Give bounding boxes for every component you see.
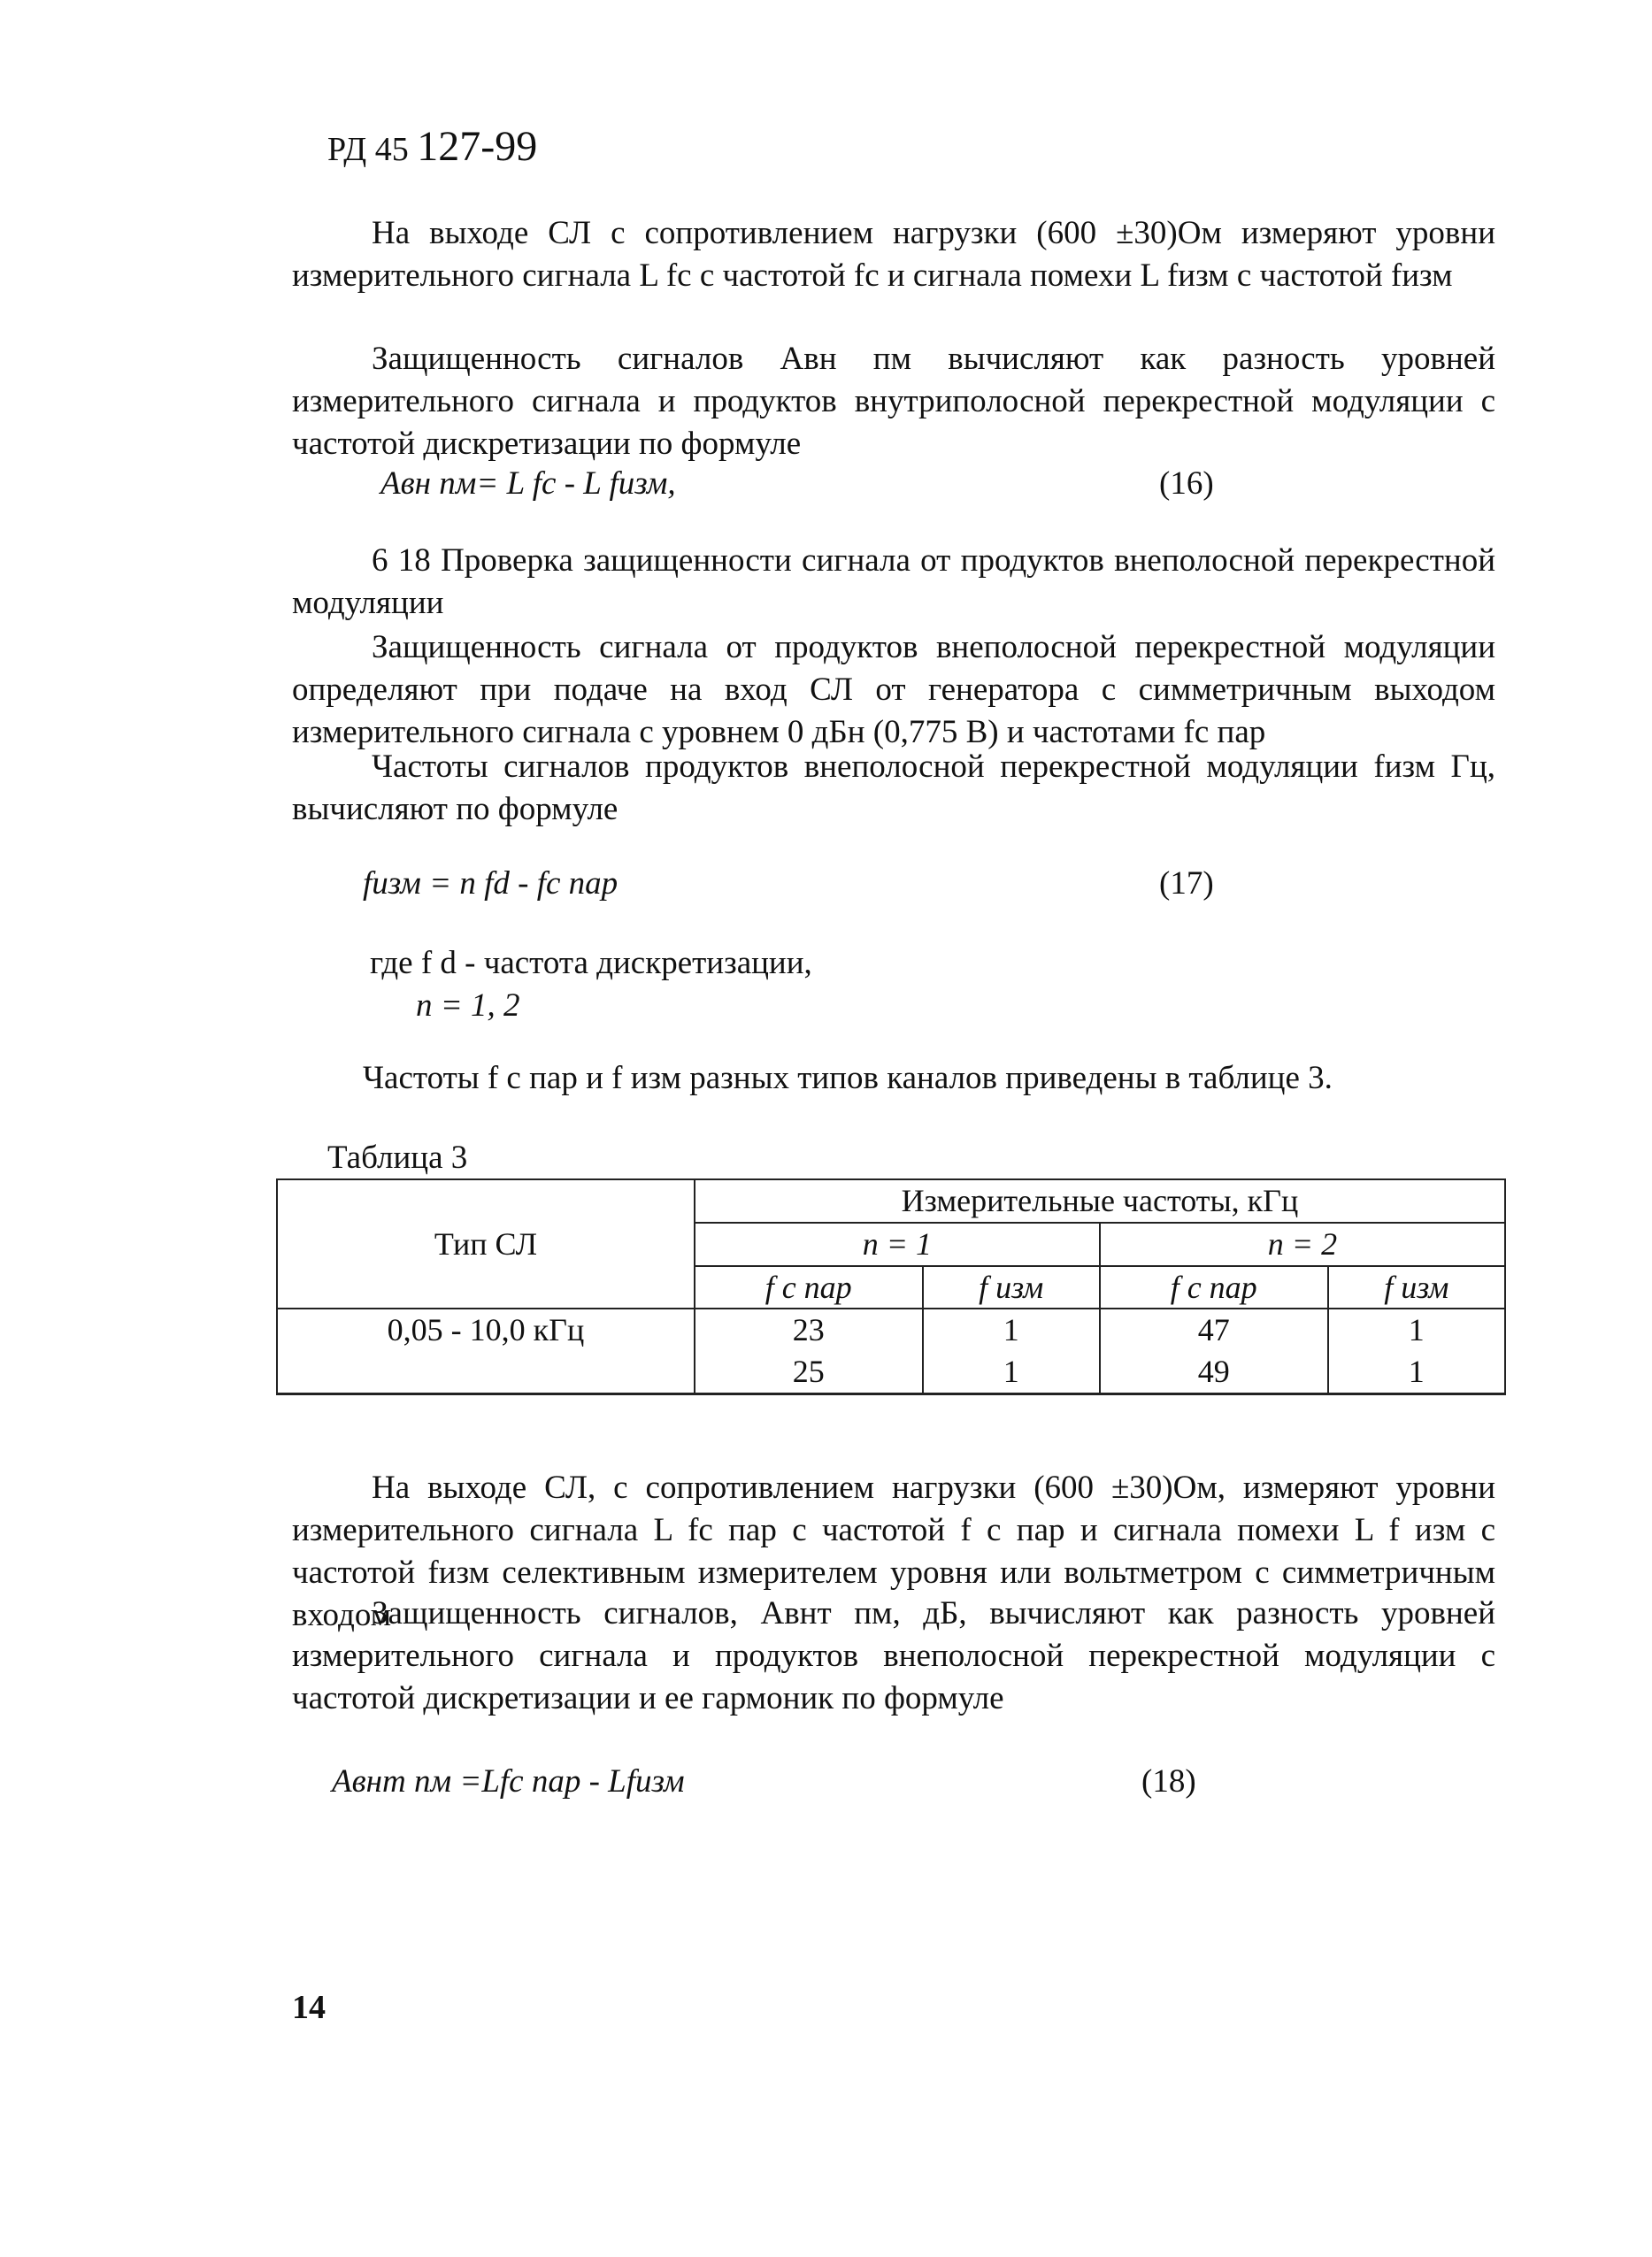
table-cell: 1: [1328, 1351, 1506, 1393]
table-3: [276, 1178, 1506, 1395]
document-code-header: [327, 119, 537, 174]
paragraph-inband-protection: Защищенность сигналов Авн пм вычисляют как разность уровней измерительного сигнала и продуктов внутриполосной перекрестной модуляции с частотой дискретизации по формуле: [292, 341, 1495, 463]
paragraph-outband-protection: Защищенность сигнала от продуктов внеполосной перекрестной модуляции определяют при подаче на вход СЛ от генератора с симметричным выходом измерительного сигнала с уровнем 0 дБн (0,775 В) и частотами fc пар: [292, 629, 1495, 751]
table-subheader-fizm-1: f изм: [923, 1266, 1100, 1309]
table-subheader-fizm-2: f изм: [1328, 1266, 1506, 1309]
paragraph-frequency-calc: Частоты сигналов продуктов внеполосной перекрестной модуляции fизм Гц, вычисляют по формуле: [292, 748, 1495, 828]
frequency-table-reference: Частоты f c пар и f изм разных типов каналов приведены в таблице 3.: [363, 1060, 1333, 1096]
page-number: 14: [292, 1989, 326, 2026]
table-cell: 47: [1100, 1309, 1328, 1351]
table-header-group: Измерительные частоты, кГц: [695, 1179, 1505, 1223]
where-definition-n: n = 1, 2: [416, 987, 520, 1024]
formula-17-number: (17): [1159, 865, 1214, 902]
document-code-prefix: РД 45: [327, 131, 409, 168]
formula-18-number: (18): [1141, 1763, 1196, 1800]
formula-18: Авнт пм =Lfc пар - Lfизм: [332, 1763, 685, 1800]
table-subheader-fc-par-2: f с пар: [1100, 1266, 1328, 1309]
table-caption: Таблица 3: [327, 1140, 468, 1176]
paragraph-output-measurement: На выходе СЛ с сопротивлением нагрузки (600 ±30)Ом измеряют уровни измерительного сигнала L fc с частотой fc и сигнала помехи L fизм с частотой fизм: [292, 215, 1495, 295]
table-cell: 25: [695, 1351, 923, 1393]
table-cell-type-empty: [277, 1351, 695, 1393]
table-subheader-fc-par-1: f с пар: [695, 1266, 923, 1309]
paragraph-outband-protection-calc: Защищенность сигналов, Авнт пм, дБ, вычисляют как разность уровней измерительного сигнала и продуктов внеполосной перекрестной модуляции с частотой дискретизации и ее гармоник по формуле: [292, 1595, 1495, 1717]
table-header-type: Тип СЛ: [277, 1179, 695, 1309]
document-code-number: 127-99: [417, 123, 538, 170]
where-definition-fd: где f d - частота дискретизации,: [370, 945, 812, 981]
table-cell-type: 0,05 - 10,0 кГц: [277, 1309, 695, 1351]
table-cell: 23: [695, 1309, 923, 1351]
paragraph-output-measurement-outband: На выходе СЛ, с сопротивлением нагрузки (600 ±30)Ом, измеряют уровни измерительного сигнала L fc пар с частотой f c пар и сигнала помехи L f изм с частотой fизм селективным измерителем уровня или вольтметром с симметричным входом: [292, 1470, 1495, 1634]
table-row: [277, 1351, 1505, 1393]
formula-16: Авн пм= L fc - L fизм,: [380, 465, 676, 502]
table-cell: 1: [1328, 1309, 1506, 1351]
table-cell: 49: [1100, 1351, 1328, 1393]
formula-17: fизм = n fd - fc пар: [363, 865, 619, 902]
table-cell: 1: [923, 1351, 1100, 1393]
table-cell: 1: [923, 1309, 1100, 1351]
table-row: [277, 1309, 1505, 1351]
formula-16-number: (16): [1159, 465, 1214, 502]
section-6-18-heading: 6 18 Проверка защищенности сигнала от продуктов внеполосной перекрестной модуляции: [292, 542, 1495, 622]
table-header-n2: n = 2: [1100, 1223, 1505, 1266]
table-header-n1: n = 1: [695, 1223, 1100, 1266]
